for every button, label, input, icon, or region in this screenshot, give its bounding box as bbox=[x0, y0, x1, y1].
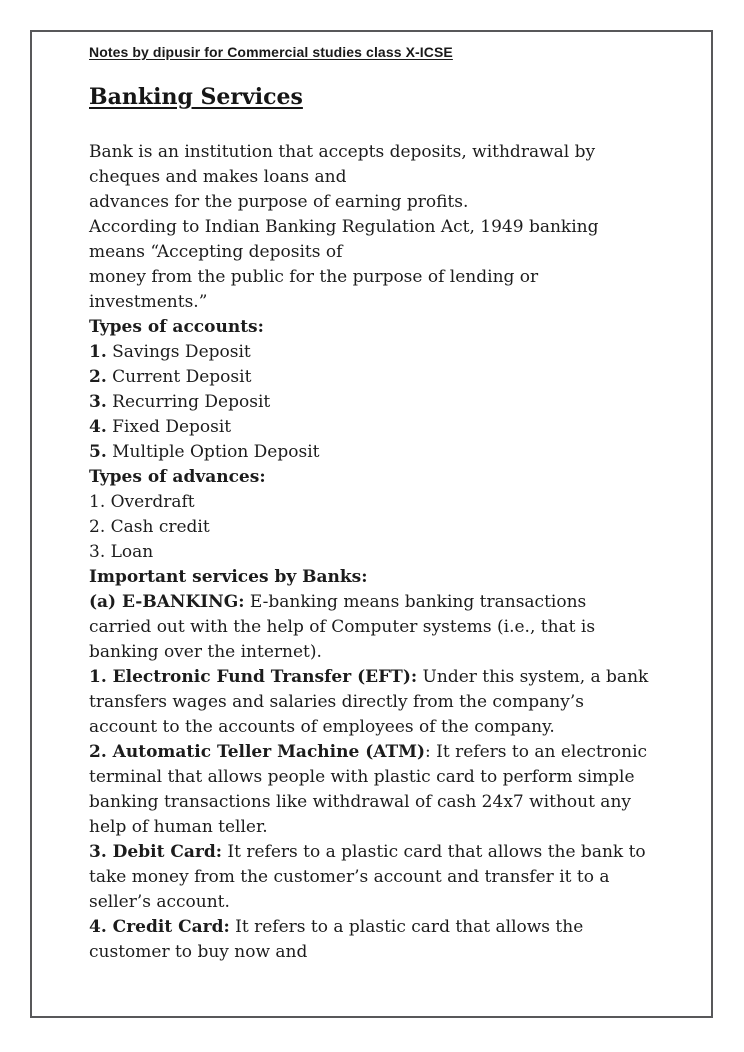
text-segment: According to Indian Banking Regulation Act, 1949 banking bbox=[89, 217, 599, 237]
text-segment: Multiple Option Deposit bbox=[106, 442, 320, 462]
document-header: Notes by dipusir for Commercial studies class X-ICSE bbox=[89, 44, 453, 60]
text-line bbox=[89, 240, 689, 265]
text-segment: banking transactions like withdrawal of cash 24x7 without any bbox=[89, 792, 631, 812]
text-line bbox=[89, 565, 689, 590]
text-segment: account to the accounts of employees of the company. bbox=[89, 717, 555, 737]
text-line bbox=[89, 365, 689, 390]
bold-text-segment: 1. Electronic Fund Transfer (EFT): bbox=[89, 667, 418, 687]
text-line bbox=[89, 615, 689, 640]
document-body bbox=[89, 140, 689, 965]
bold-text-segment: 3. Debit Card: bbox=[89, 842, 223, 862]
text-line bbox=[89, 790, 689, 815]
text-segment: Savings Deposit bbox=[106, 342, 251, 362]
text-segment: help of human teller. bbox=[89, 817, 268, 837]
text-segment: : It refers to an electronic bbox=[425, 742, 648, 762]
bold-text-segment: Types of advances: bbox=[89, 467, 266, 487]
text-line bbox=[89, 190, 689, 215]
bold-text-segment: 4. bbox=[89, 417, 107, 437]
text-line bbox=[89, 415, 689, 440]
page-title: Banking Services bbox=[89, 84, 303, 110]
text-segment: cheques and makes loans and bbox=[89, 167, 347, 187]
bold-text-segment: Important services by Banks: bbox=[89, 567, 368, 587]
bold-text-segment: 2. Automatic Teller Machine (ATM) bbox=[89, 742, 426, 762]
text-segment: It refers to a plastic card that allows the bank to bbox=[222, 842, 646, 862]
text-segment: Under this system, a bank bbox=[417, 667, 649, 687]
text-line bbox=[89, 690, 689, 715]
text-line bbox=[89, 715, 689, 740]
text-segment: terminal that allows people with plastic card to perform simple bbox=[89, 767, 635, 787]
text-line bbox=[89, 540, 689, 565]
text-segment: customer to buy now and bbox=[89, 942, 308, 962]
text-segment: Current Deposit bbox=[106, 367, 252, 387]
text-line bbox=[89, 765, 689, 790]
text-segment: 3. Loan bbox=[89, 542, 154, 562]
bold-text-segment: 2. bbox=[89, 367, 107, 387]
text-line bbox=[89, 890, 689, 915]
text-line bbox=[89, 590, 689, 615]
text-line bbox=[89, 490, 689, 515]
text-line bbox=[89, 815, 689, 840]
text-line bbox=[89, 390, 689, 415]
text-line bbox=[89, 865, 689, 890]
text-segment: seller’s account. bbox=[89, 892, 230, 912]
text-line bbox=[89, 315, 689, 340]
text-segment: E-banking means banking transactions bbox=[244, 592, 587, 612]
text-line bbox=[89, 340, 689, 365]
text-line bbox=[89, 640, 689, 665]
text-line bbox=[89, 290, 689, 315]
bold-text-segment: 4. Credit Card: bbox=[89, 917, 230, 937]
text-line bbox=[89, 515, 689, 540]
text-segment: investments.” bbox=[89, 292, 208, 312]
text-line bbox=[89, 165, 689, 190]
text-line bbox=[89, 740, 689, 765]
bold-text-segment: (a) E-BANKING: bbox=[89, 592, 245, 612]
text-line bbox=[89, 215, 689, 240]
text-segment: means “Accepting deposits of bbox=[89, 242, 343, 262]
text-segment: Recurring Deposit bbox=[106, 392, 271, 412]
text-segment: banking over the internet). bbox=[89, 642, 322, 662]
document-page bbox=[30, 30, 713, 1018]
text-line bbox=[89, 440, 689, 465]
text-line bbox=[89, 140, 689, 165]
bold-text-segment: 5. bbox=[89, 442, 107, 462]
text-line bbox=[89, 665, 689, 690]
text-line bbox=[89, 840, 689, 865]
text-segment: 2. Cash credit bbox=[89, 517, 210, 537]
bold-text-segment: 3. bbox=[89, 392, 107, 412]
text-segment: Fixed Deposit bbox=[106, 417, 232, 437]
text-line bbox=[89, 465, 689, 490]
text-segment: Bank is an institution that accepts deposits, withdrawal by bbox=[89, 142, 596, 162]
text-segment: money from the public for the purpose of lending or bbox=[89, 267, 539, 287]
text-segment: transfers wages and salaries directly from the company’s bbox=[89, 692, 584, 712]
text-segment: 1. Overdraft bbox=[89, 492, 195, 512]
bold-text-segment: 1. bbox=[89, 342, 107, 362]
text-segment: take money from the customer’s account and transfer it to a bbox=[89, 867, 610, 887]
bold-text-segment: Types of accounts: bbox=[89, 317, 264, 337]
text-line bbox=[89, 940, 689, 965]
text-segment: advances for the purpose of earning profits. bbox=[89, 192, 469, 212]
text-segment: It refers to a plastic card that allows the bbox=[229, 917, 584, 937]
text-line bbox=[89, 915, 689, 940]
text-line bbox=[89, 265, 689, 290]
text-segment: carried out with the help of Computer systems (i.e., that is bbox=[89, 617, 596, 637]
